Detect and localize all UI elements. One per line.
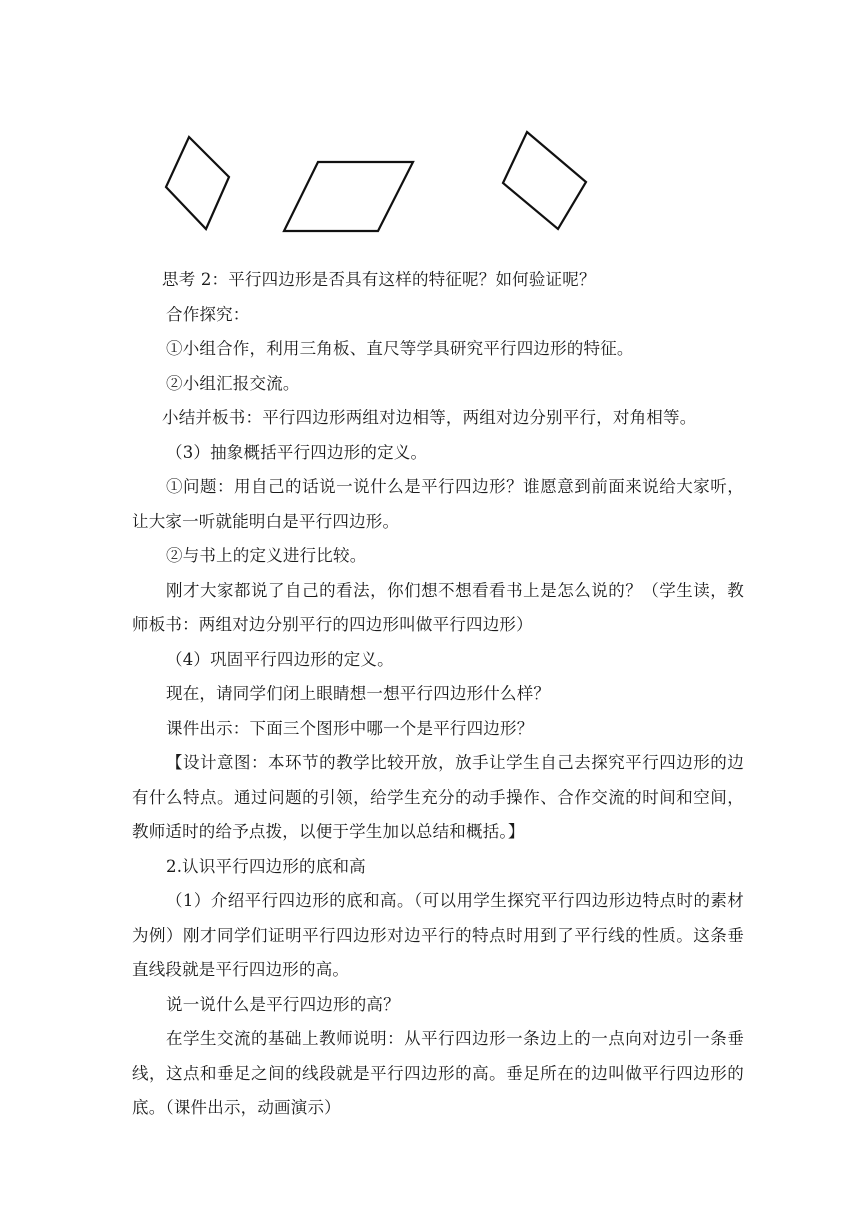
paragraph-step-3-heading: （3）抽象概括平行四边形的定义。 <box>166 442 428 462</box>
paragraph-what-is-height: 说一说什么是平行四边形的高？ <box>166 994 400 1014</box>
paragraph-summary: 小结并板书：平行四边形两组对边相等，两组对边分别平行，对角相等。 <box>162 408 697 427</box>
paragraph-group-report: ②小组汇报交流。 <box>166 373 300 393</box>
paragraph-compare-definition: ②与书上的定义进行比较。 <box>166 546 367 565</box>
paragraph-close-eyes: 现在，请同学们闭上眼睛想一想平行四边形什么样？ <box>166 684 551 703</box>
document-body <box>132 263 744 1126</box>
rhombus-small-shape <box>166 137 229 229</box>
paragraph-think-2: 思考 2：平行四边形是否具有这样的特征呢？如何验证呢？ <box>162 270 596 289</box>
paragraph-group-work: ①小组合作，利用三角板、直尺等学具研究平行四边形的特征。 <box>166 339 634 358</box>
paragraph-base-height-intro: （1）介绍平行四边形的底和高。（可以用学生探究平行四边形边特点时的素材为例）刚才同学们证明平行四边形对边平行的特点时用到了平行线的性质。这条垂直线段就是平行四边形的高。 <box>132 891 744 979</box>
paragraph-section-2-heading: 2.认识平行四边形的底和高 <box>166 856 366 876</box>
paragraph-cooperative-exploration: 合作探究： <box>166 304 250 324</box>
paragraph-step-4-heading: （4）巩固平行四边形的定义。 <box>166 649 394 669</box>
paragraph-courseware: 课件出示：下面三个图形中哪一个是平行四边形？ <box>166 718 534 738</box>
parallelogram-wide-shape <box>284 162 413 231</box>
paragraph-book-definition: 刚才大家都说了自己的看法，你们想不想看看书上是怎么说的？（学生读，教师板书：两组对边分别平行的四边形叫做平行四边形） <box>132 580 744 634</box>
paragraph-design-intent: 【设计意图：本环节的教学比较开放，放手让学生自己去探究平行四边形的边有什么特点。通过问题的引领，给学生充分的动手操作、合作交流的时间和空间，教师适时的给予点拨，以便于学生加以总结和概括。】 <box>132 753 744 841</box>
quadrilateral-figures <box>0 0 860 250</box>
rectangle-tilted-shape <box>503 132 586 229</box>
paragraph-question: ①问题：用自己的话说一说什么是平行四边形？谁愿意到前面来说给大家听，让大家一听就能明白是平行四边形。 <box>132 477 744 531</box>
paragraph-teacher-explanation: 在学生交流的基础上教师说明：从平行四边形一条边上的一点向对边引一条垂线，这点和垂足之间的线段就是平行四边形的高。垂足所在的边叫做平行四边形的底。（课件出示，动画演示） <box>132 1029 744 1117</box>
